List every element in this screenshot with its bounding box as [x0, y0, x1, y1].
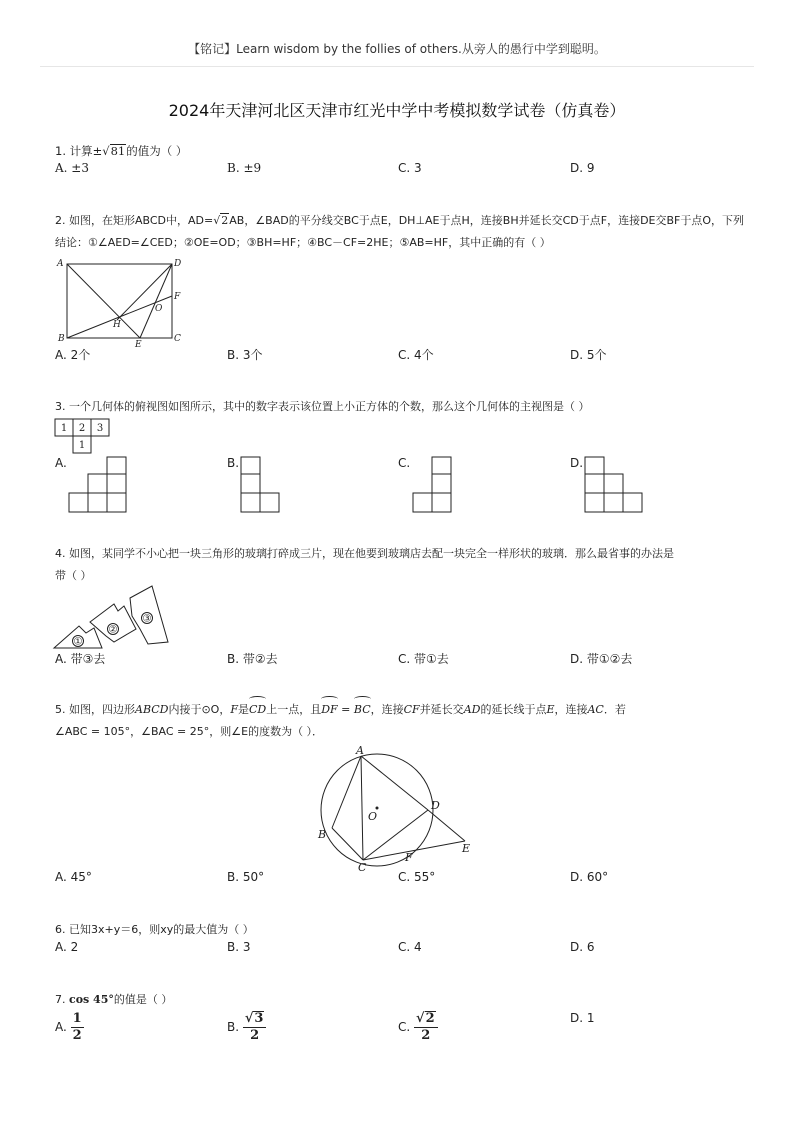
cos-expression: cos 45°	[69, 993, 114, 1006]
grid-number: 1	[60, 423, 68, 434]
piece-label-1: ①	[73, 636, 83, 648]
option-d[interactable]: D. 60°	[570, 870, 609, 884]
question-5-options	[55, 870, 755, 892]
label-a: A	[356, 744, 364, 757]
question-5-line-2: ∠ABC = 105°，∠BAC = 25°，则∠E的度数为（ ）．	[55, 725, 324, 738]
option-a[interactable]: A. 带③去	[55, 652, 106, 666]
broken-glass-figure	[52, 584, 172, 650]
fraction-one-half: $\frac{1}{2}$	[72, 1011, 82, 1043]
option-d[interactable]: D.	[570, 456, 584, 470]
option-b[interactable]: B.	[227, 456, 240, 470]
option-d[interactable]: D. 1	[570, 1011, 595, 1025]
option-c[interactable]: C. 3	[398, 161, 422, 175]
radical-sign: √	[102, 144, 110, 158]
question-2-line-1: 2. 如图，在矩形ABCD中，AD=√2AB，∠BAD的平分线交BC于点E，DH⊥AE于点H，连接BH并延长交CD于点F，连接DE交BF于点O，下列	[55, 214, 745, 227]
option-c[interactable]: C. 55°	[398, 870, 436, 884]
option-a[interactable]: A. 2个	[55, 348, 91, 362]
option-c[interactable]: C. 带①去	[398, 652, 449, 666]
question-1-options	[55, 161, 755, 183]
label-e: E	[462, 842, 471, 855]
label-b: B	[318, 828, 327, 841]
piece-label-2: ②	[108, 624, 118, 636]
option-a[interactable]: A. ±3	[55, 161, 89, 175]
question-6-options	[55, 940, 755, 962]
option-c-front-view[interactable]	[412, 456, 454, 514]
label-c: C	[358, 861, 367, 872]
option-b[interactable]: B. 3个	[227, 348, 263, 362]
label-d: D	[174, 259, 182, 269]
question-5-stem	[55, 699, 626, 743]
top-view-grid	[54, 418, 114, 454]
question-5-line-1: 5. 如图，四边形ABCD内接于⊙O，F是CD上一点，且DF = BC，连接CF并延长交AD的延长线于点E，连接AC．若	[55, 699, 626, 721]
option-b[interactable]: B. 带②去	[227, 652, 278, 666]
grid-number: 1	[78, 440, 86, 451]
question-2-options	[55, 346, 755, 368]
circle-quadrilateral-figure	[310, 742, 490, 872]
radical-sign: √	[213, 214, 221, 227]
option-b[interactable]: B. 50°	[227, 870, 265, 884]
fraction-sqrt2-over-2: $\frac{√2}{2}$	[414, 1011, 438, 1044]
question-4-options	[55, 650, 755, 672]
grid-number: 3	[96, 423, 104, 434]
option-b-front-view[interactable]	[240, 456, 282, 514]
piece-label-3: ③	[142, 613, 152, 625]
label-h: H	[113, 320, 121, 330]
label-e: E	[135, 340, 142, 347]
label-o: O	[368, 810, 378, 823]
option-c[interactable]: C.	[398, 456, 411, 470]
label-f: F	[174, 292, 181, 302]
question-4-stem: 4. 如图，某同学不小心把一块三角形的玻璃打碎成三片，现在他要到玻璃店去配一块完全一样形状的玻璃．那么最省事的办法是 带（ ）	[55, 547, 674, 582]
question-7-stem: 7. cos 45°的值是（ ）	[55, 993, 173, 1006]
option-b[interactable]: B. $\frac{√3}{2}$	[227, 1011, 266, 1044]
header-divider	[40, 66, 754, 67]
question-2-line-2: 结论：①∠AED=∠CED；②OE=OD；③BH=HF；④BC－CF=2HE；⑤AB=HF，其中正确的有（ ）	[55, 236, 551, 249]
header-motto: 【铭记】Learn wisdom by the follies of others.从旁人的愚行中学到聪明。	[188, 42, 606, 56]
label-o: O	[155, 304, 163, 314]
label-d: D	[431, 799, 440, 812]
option-d-front-view[interactable]	[584, 456, 644, 514]
fraction-sqrt3-over-2: $\frac{√3}{2}$	[243, 1011, 267, 1044]
option-a-front-view[interactable]	[68, 456, 128, 514]
option-b[interactable]: B. ±9	[227, 161, 262, 175]
question-7-options	[55, 1011, 755, 1051]
option-d[interactable]: D. 9	[570, 161, 595, 175]
option-a[interactable]: A. $\frac{1}{2}$	[55, 1011, 82, 1043]
label-b: B	[58, 334, 65, 344]
question-3-options	[55, 456, 755, 478]
label-f: F	[405, 851, 413, 864]
option-a[interactable]: A.	[55, 456, 67, 470]
question-2-stem	[55, 210, 744, 254]
grid-number: 2	[78, 423, 86, 434]
option-a[interactable]: A. 45°	[55, 870, 92, 884]
question-1-stem: 1. 计算±√81的值为（ ）	[55, 144, 188, 158]
option-a[interactable]: A. 2	[55, 940, 79, 954]
option-d[interactable]: D. 5个	[570, 348, 607, 362]
question-3-stem: 3. 一个几何体的俯视图如图所示，其中的数字表示该位置上小正方体的个数，那么这个几何体的主视图是（ ）	[55, 400, 590, 413]
option-c[interactable]: C. 4个	[398, 348, 434, 362]
option-d[interactable]: D. 6	[570, 940, 595, 954]
option-c[interactable]: C. 4	[398, 940, 422, 954]
radical-81: 81	[110, 144, 126, 158]
label-c: C	[174, 334, 181, 344]
question-2-rectangle-figure	[55, 255, 190, 347]
option-c[interactable]: C. $\frac{√2}{2}$	[398, 1011, 438, 1044]
page-title: 2024年天津河北区天津市红光中学中考模拟数学试卷（仿真卷）	[168, 101, 626, 120]
option-b[interactable]: B. 3	[227, 940, 251, 954]
option-d[interactable]: D. 带①②去	[570, 652, 633, 666]
label-a: A	[57, 259, 64, 269]
question-6-stem: 6. 已知3x+y＝6，则xy的最大值为（ ）	[55, 923, 254, 936]
